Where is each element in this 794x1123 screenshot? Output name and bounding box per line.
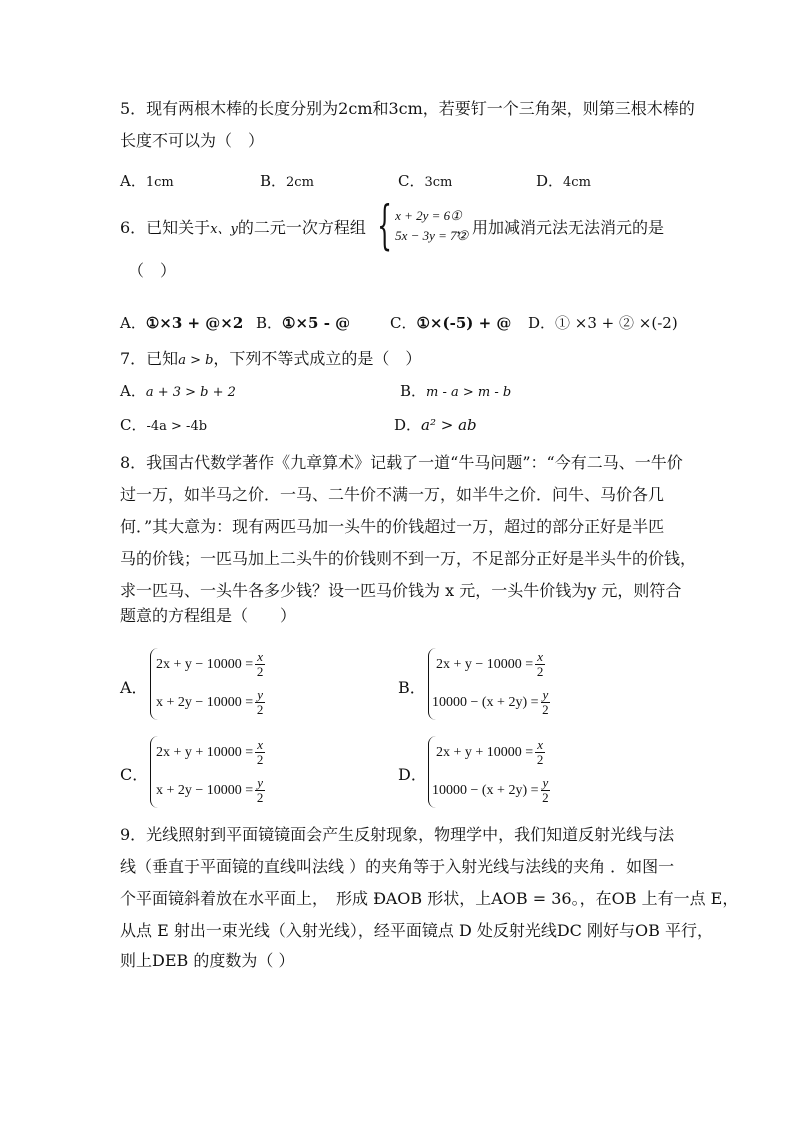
q6-eq1: x + 2y = 6① (395, 208, 462, 223)
q6-eq2: 5x − 3y = 7② (395, 228, 469, 243)
q8-d-eq1: 2x + y + 10000 = $\frac{x}{2}$ (436, 737, 544, 767)
q6-suffix: ，用加减消元法无法消元的是 (456, 218, 665, 237)
q5-option-d: D．4cm (536, 172, 591, 190)
q8-b-eq2: 10000 − (x + 2y) = $\frac{y}{2}$ (432, 687, 549, 717)
q8-option-c-label: C． (120, 765, 149, 784)
q8-a-eq2: x + 2y − 10000 = $\frac{y}{2}$ (156, 687, 264, 717)
q9-line3: 个平面镜斜着放在水平面上， 形成 ÐAOB 形状，上AOB = 36。，在OB 上有一点 E， (120, 889, 739, 908)
q6-option-c: C．①×(-5) + @ (390, 314, 512, 332)
q8-option-a-label: A． (120, 678, 148, 697)
q7-option-b: B．m - a > m - b (400, 382, 512, 400)
q8-a-eq1: 2x + y − 10000 = $\frac{x}{2}$ (156, 649, 264, 679)
q8-line5: 求一匹马、一头牛各多少钱？设一匹马价钱为 x 元，一头牛价钱为y 元，则符合 (120, 581, 682, 600)
q8-line1: 8．我国古代数学著作《九章算术》记载了一道“牛马问题”：“今有二马、一牛价 (120, 453, 683, 472)
q8-b-eq1: 2x + y − 10000 = $\frac{x}{2}$ (436, 649, 544, 679)
q6-option-d: D．① ×3 + ② ×(-2) (528, 314, 678, 332)
q7-option-a: A．a + 3 > b + 2 (120, 382, 236, 400)
q5-option-b: B．2cm (260, 172, 314, 190)
q8-line3: 何．”其大意为：现有两匹马加一头牛的价钱超过一万，超过的部分正好是半匹 (120, 517, 665, 536)
q6-option-a: A．①×3 + @×2 (120, 314, 244, 332)
q8-line2: 过一万，如半马之价．一马、二牛价不满一万，如半牛之价．问牛、马价各几 (120, 485, 665, 504)
q9-line5: 则上DEB 的度数为（ ） (120, 951, 295, 970)
q5-option-a: A．1cm (120, 172, 174, 190)
q7-option-d: D．a² > ab (394, 416, 477, 434)
brace: { (377, 196, 392, 256)
q6-equation-system (368, 196, 469, 256)
q5-option-c: C．3cm (398, 172, 453, 190)
q6-paren: （ ） (128, 261, 177, 280)
q5-line2: 长度不可以为（ ） (120, 131, 265, 150)
q5-line1: 5．现有两根木棒的长度分别为2cm和3cm，若要钉一个三角架，则第三根木棒的 (120, 99, 695, 118)
q8-d-eq2: 10000 − (x + 2y) = $\frac{y}{2}$ (432, 775, 549, 805)
q9-line4: 从点 E 射出一束光线（入射光线），经平面镜点 D 处反射光线DC 刚好与OB 平行， (120, 921, 713, 940)
q9-line1: 9．光线照射到平面镜镜面会产生反射现象，物理学中，我们知道反射光线与法 (120, 825, 675, 844)
q7-stem: 7．已知a > b，下列不等式成立的是（ ） (120, 349, 422, 368)
q8-line4: 马的价钱；一匹马加上二头牛的价钱则不到一万，不足部分正好是半头牛的价钱， (120, 549, 697, 568)
q6-stem: 6．已知关于x、y的二元一次方程组 (120, 218, 366, 237)
q8-c-eq2: x + 2y − 10000 = $\frac{y}{2}$ (156, 775, 264, 805)
q8-c-eq1: 2x + y + 10000 = $\frac{x}{2}$ (156, 737, 264, 767)
q6-option-b: B．①×5 - @ (256, 314, 351, 332)
q8-option-b-label: B． (398, 678, 426, 697)
q8-line6: 题意的方程组是（ ） (120, 606, 297, 625)
q8-option-d-label: D． (398, 765, 427, 784)
q9-line2: 线（垂直于平面镜的直线叫法线 ）的夹角等于入射光线与法线的夹角 ．如图一 (120, 857, 675, 876)
q7-option-c: C．-4a > -4b (120, 416, 208, 434)
